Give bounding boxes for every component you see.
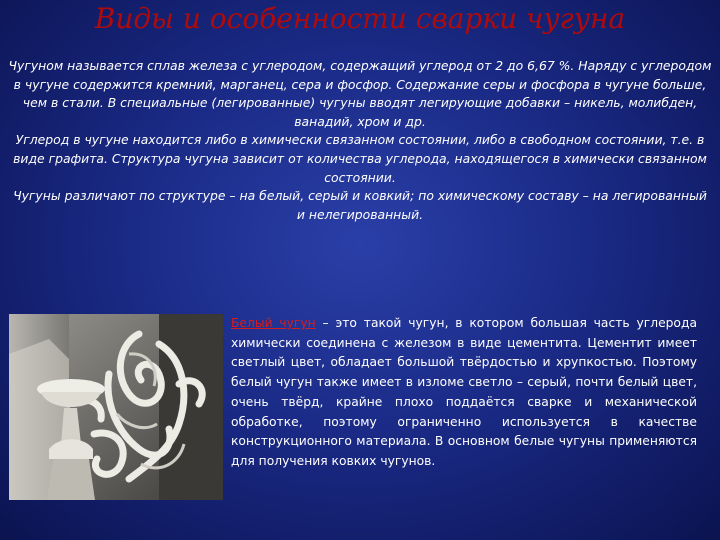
intro-paragraph: Чугуном называется сплав железа с углеродом, содержащий углерод от 2 до 6,67 %. Наряду с углеродом в чугуне содержится кремний, марганец, сера и фосфор. Содержание серы и фосфора в чугуне больше, чем в стали. В специальные (легированные) чугуны вводят легирующие добавки – никель, молибден, ванадий, хром и др. xyxy=(8,58,712,129)
cast-iron-ornament-photo xyxy=(9,314,223,500)
white-iron-term: Белый чугун xyxy=(231,316,316,330)
white-iron-text: – это такой чугун, в котором большая часть углерода химически соединена с железом в виде цементита. Цементит имеет светлый цвет, обладает большой твёрдостью и хрупкостью. Поэтому белый чугун также имеет в изломе светло – серый, почти белый цвет, очень твёрд, крайне плохо поддаётся сварке и механической обработке, поэтому ограниченно используется в качестве конструкционного материала. В основном белые чугуны применяются для получения ковких чугунов. xyxy=(231,316,697,468)
intro-paragraph: Углерод в чугуне находится либо в химически связанном состоянии, либо в свободном состоянии, т.е. в виде графита. Структура чугуна зависит от количества углерода, находящегося в химически связанном состоянии. xyxy=(13,132,707,185)
intro-text xyxy=(8,57,712,224)
intro-paragraph: Чугуны различают по структуре – на белый, серый и ковкий; по химическому составу – на легированный и нелегированный. xyxy=(13,188,707,222)
white-iron-description xyxy=(231,314,697,472)
page-title: Виды и особенности сварки чугуна xyxy=(94,2,626,35)
